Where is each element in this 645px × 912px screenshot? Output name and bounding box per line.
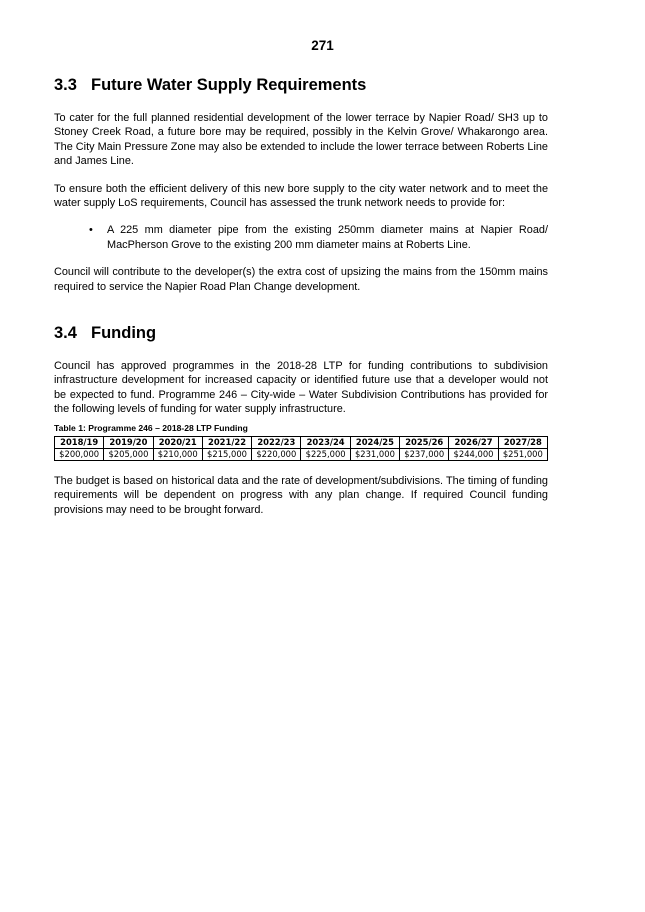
table-cell: $251,000 <box>498 448 547 460</box>
bullet-list <box>54 223 548 252</box>
table-row <box>55 448 548 460</box>
paragraph: To cater for the full planned residential development of the lower terrace by Napier Road/ SH3 up to Stoney Creek Road, a future bore may be required, possibly in the Kelvin Grove/ Whakarongo area. The City Main Pressure Zone may also be extended to include the lower terrace between Roberts Line and James Line. <box>54 112 548 168</box>
table-cell: $205,000 <box>104 448 153 460</box>
paragraph: To ensure both the efficient delivery of this new bore supply to the city water network and to meet the water supply LoS requirements, Council has assessed the trunk network needs to provide for: <box>54 182 548 210</box>
table-cell: $215,000 <box>202 448 251 460</box>
bullet-text: A 225 mm diameter pipe from the existing 250mm diameter mains at Napier Road/ MacPherson Grove to the existing 200 mm diameter mains at Roberts Line. <box>107 224 548 251</box>
table-header-cell: 2019/20 <box>104 436 153 448</box>
table-header-cell: 2026/27 <box>449 436 498 448</box>
table-cell: $200,000 <box>55 448 104 460</box>
table-header-cell: 2025/26 <box>400 436 449 448</box>
page-number: 271 <box>311 38 334 53</box>
section-heading-3-4 <box>54 324 548 343</box>
paragraph: Council will contribute to the developer(s) the extra cost of upsizing the mains from the 150mm mains required to service the Napier Road Plan Change development. <box>54 266 548 293</box>
funding-table <box>54 436 548 461</box>
bullet-item <box>89 223 548 252</box>
table-header-cell: 2024/25 <box>350 436 399 448</box>
table-cell: $231,000 <box>350 448 399 460</box>
table-cell: $210,000 <box>153 448 202 460</box>
paragraph: The budget is based on historical data and the rate of development/subdivisions. The timing of funding requirements will be dependent on progress with any plan change. If required Council funding provisions may need to be brought forward. <box>54 474 548 516</box>
table-caption: Table 1: Programme 246 – 2018-28 LTP Funding <box>54 422 248 433</box>
table-header-cell: 2023/24 <box>301 436 350 448</box>
section-heading-3-3 <box>54 76 548 95</box>
paragraph: Council has approved programmes in the 2018-28 LTP for funding contributions to subdivision infrastructure development for increased capacity or identified future use that a developer would not be expected to fund. Programme 246 – City-wide – Water Subdivision Contributions has provided for the following levels of funding for water supply infrastructure. <box>54 360 548 416</box>
table-cell: $225,000 <box>301 448 350 460</box>
table-header-cell: 2022/23 <box>252 436 301 448</box>
table-header-cell: 2020/21 <box>153 436 202 448</box>
section-title: Future Water Supply Requirements <box>91 76 367 94</box>
table-header-cell: 2018/19 <box>55 436 104 448</box>
table-header-cell: 2027/28 <box>498 436 547 448</box>
section-number: 3.3 <box>54 76 77 94</box>
table-cell: $220,000 <box>252 448 301 460</box>
table-header-cell: 2021/22 <box>202 436 251 448</box>
table-header-row <box>55 436 548 448</box>
table-cell: $237,000 <box>400 448 449 460</box>
table-cell: $244,000 <box>449 448 498 460</box>
bullet-icon: • <box>89 224 93 237</box>
section-number: 3.4 <box>54 324 77 343</box>
document-body <box>54 76 548 517</box>
section-title: Funding <box>91 324 157 343</box>
